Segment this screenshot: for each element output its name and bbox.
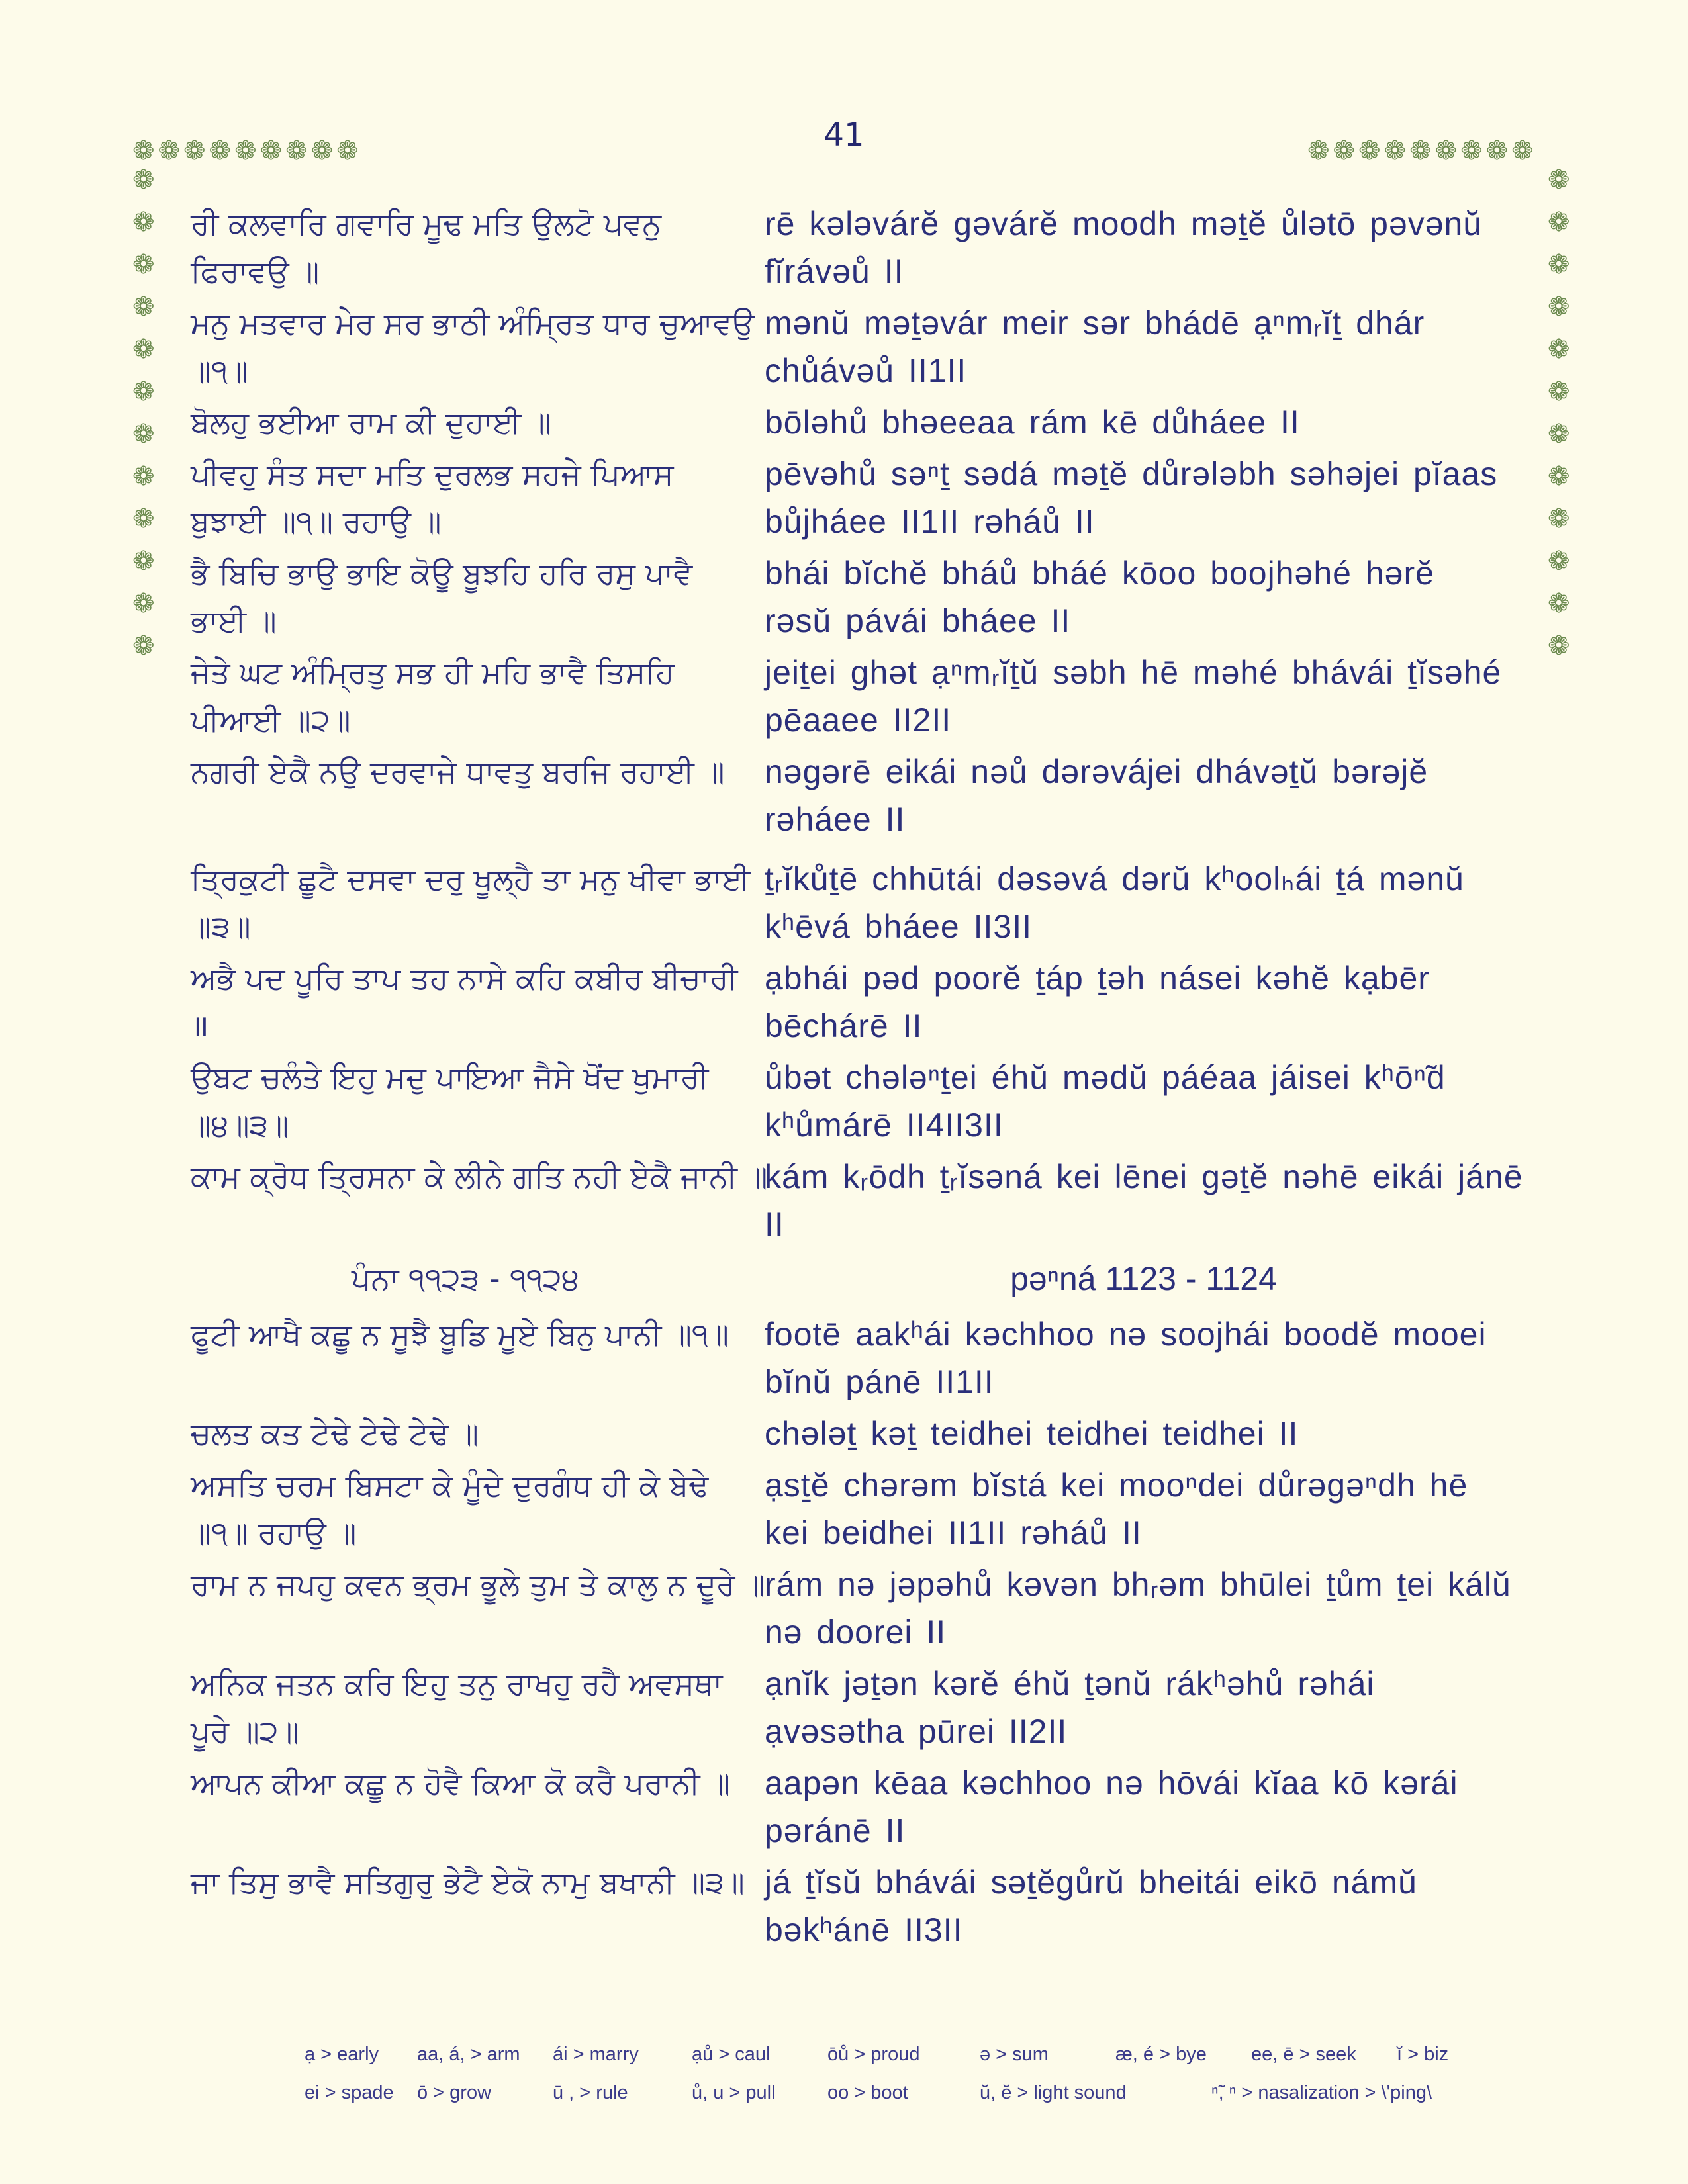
- legend-entry: ee, ē > seek: [1251, 2044, 1356, 2065]
- gurmukhi-verse: [191, 1561, 766, 1608]
- transliteration-verse: [765, 398, 1523, 446]
- flower-ornament-icon: ❁: [1307, 136, 1330, 166]
- gurmukhi-line: ਰਾਮ ਨ ਜਪਹੁ ਕਵਨ ਭ੍ਰਮ ਭੂਲੇ ਤੁਮ ਤੇ ਕਾਲੁ ਨ ਦੂਰੇ ॥: [191, 1567, 766, 1602]
- transliteration-line: bōləhů bhəeeaa rám kē důháee II: [765, 404, 1300, 441]
- ornament-border-top-right: [1307, 136, 1534, 165]
- gurmukhi-line: ਰੀ ਕਲਵਾਰਿ ਗਵਾਰਿ ਮੂਢ ਮਤਿ ਉਲਟੋ ਪਵਨੁ: [191, 206, 662, 242]
- flower-ornament-icon: ❁: [1548, 504, 1570, 534]
- transliteration-line: footē aakʰái kəchhoo nə soojhái boodĕ mooei: [765, 1316, 1487, 1353]
- transliteration-line: ṯᵣĭkůṯē chhūtái dəsəvá dərŭ kʰoolₕái ṯá mənŭ: [765, 860, 1464, 897]
- flower-ornament-icon: ❁: [158, 136, 181, 166]
- flower-ornament-icon: ❁: [1548, 334, 1570, 365]
- transliteration-verse: [765, 649, 1523, 744]
- transliteration-verse: [765, 1461, 1523, 1557]
- gurmukhi-line: ਪੀਵਹੁ ਸੰਤ ਸਦਾ ਮਤਿ ਦੁਰਲਭ ਸਹਜੇ ਪਿਆਸ: [191, 456, 674, 492]
- gurmukhi-verse: [191, 855, 751, 950]
- flower-ornament-icon: ❁: [1511, 136, 1534, 166]
- transliteration-line: ạvəsətha pūrei II2II: [765, 1713, 1068, 1750]
- flower-ornament-icon: ❁: [259, 136, 283, 166]
- gurmukhi-line: ॥੧॥ ਰਹਾਉ ॥: [191, 1515, 357, 1551]
- gurmukhi-line: ॥੩॥: [191, 909, 251, 944]
- gurmukhi-line: ਪੂਰੇ ॥੨॥: [191, 1713, 299, 1749]
- transliteration-line: chůávəů II1II: [765, 352, 967, 389]
- flower-ornament-icon: ❁: [1409, 136, 1432, 166]
- gurmukhi-line: ਫੂਟੀ ਆਖੈ ਕਛੂ ਨ ਸੂਝੈ ਬੂਡਿ ਮੂਏ ਬਿਨੁ ਪਾਨੀ ॥੧॥: [191, 1316, 729, 1352]
- gurmukhi-line: ਫਿਰਾਵਉ ॥: [191, 253, 320, 289]
- transliteration-line: kei beidhei II1II rəháů II: [765, 1514, 1142, 1551]
- transliteration-line: rē kələvárĕ gəvárĕ moodh məṯĕ ůlətō pəvənŭ: [765, 205, 1483, 242]
- transliteration-line: kám kᵣōdh ṯᵣĭsəná kei lēnei gəṯĕ nəhē eikái jánē: [765, 1158, 1523, 1195]
- transliteration-verse: [765, 450, 1523, 545]
- ornament-border-left: [132, 165, 155, 660]
- gurmukhi-verse: [191, 1759, 740, 1807]
- transliteration-line: bəkʰánē II3II: [765, 1911, 963, 1948]
- flower-ornament-icon: ❁: [310, 136, 334, 166]
- transliteration-line: fĭrávəů II: [765, 253, 904, 290]
- flower-ornament-icon: ❁: [132, 165, 155, 195]
- transliteration-line: mənŭ məṯəvár meir sər bhádē ạⁿmᵣĭṯ dhár: [765, 304, 1425, 341]
- flower-ornament-icon: ❁: [209, 136, 232, 166]
- transliteration-line: bůjháee II1II rəháů II: [765, 503, 1095, 540]
- gurmukhi-line: ਅਸਤਿ ਚਰਮ ਬਿਸਟਾ ਕੇ ਮੂੰਦੇ ਦੁਰਗੰਧ ਹੀ ਕੇ ਬੇਢੇ: [191, 1467, 709, 1503]
- transliteration-line: aapən kēaa kəchhoo nə hōvái kĭaa kō kərái: [765, 1764, 1458, 1801]
- transliteration-verse: [765, 549, 1523, 645]
- transliteration-line: chələṯ kəṯ teidhei teidhei teidhei II: [765, 1415, 1299, 1452]
- transliteration-line: nəgərē eikái nəů dərəvájei dhávəṯŭ bərəjĕ: [765, 753, 1429, 790]
- transliteration-verse: [765, 1858, 1523, 1954]
- page-reference-gurmukhi: ਪੰਨਾ ੧੧੨੩ - ੧੧੨੪: [351, 1261, 580, 1297]
- flower-ornament-icon: ❁: [1548, 546, 1570, 576]
- transliteration-verse: [765, 1759, 1523, 1854]
- gurmukhi-line: ॥੧॥: [191, 353, 248, 388]
- transliteration-line: bēchárē II: [765, 1007, 923, 1044]
- gurmukhi-verse: [191, 954, 740, 1050]
- flower-ornament-icon: ❁: [132, 588, 155, 619]
- gurmukhi-verse: [191, 398, 740, 446]
- transliteration-line: nə doorei II: [765, 1614, 947, 1651]
- flower-ornament-icon: ❁: [132, 250, 155, 280]
- flower-ornament-icon: ❁: [1548, 419, 1570, 449]
- transliteration-line: bĭnŭ pánē II1II: [765, 1363, 994, 1400]
- gurmukhi-line: ਕਾਮ ਕ੍ਰੋਧ ਤ੍ਰਿਸਨਾ ਕੇ ਲੀਨੇ ਗਤਿ ਨਹੀ ਏਕੈ ਜਾਨੀ ॥: [191, 1159, 768, 1195]
- gurmukhi-verse: [191, 649, 740, 744]
- transliteration-line: rəsŭ pávái bháee II: [765, 602, 1071, 639]
- flower-ornament-icon: ❁: [1548, 165, 1570, 195]
- transliteration-line: kʰůmárē II4II3II: [765, 1107, 1004, 1144]
- gurmukhi-line: ॥: [191, 1008, 209, 1044]
- gurmukhi-verse: [191, 1410, 740, 1457]
- gurmukhi-verse: [191, 1660, 740, 1755]
- legend-entry: ōů > proud: [827, 2044, 920, 2065]
- legend-entry: ạů > caul: [692, 2044, 771, 2065]
- flower-ornament-icon: ❁: [1485, 136, 1509, 166]
- transliteration-verse: [765, 1153, 1523, 1248]
- transliteration-line: pəránē II: [765, 1812, 906, 1849]
- legend-entry: ə > sum: [980, 2044, 1049, 2065]
- gurmukhi-line: ਤ੍ਰਿਕੁਟੀ ਛੂਟੈ ਦਸਵਾ ਦਰੁ ਖੂਲ੍ਹੈ ਤਾ ਮਨੁ ਖੀਵਾ ਭਾਈ: [191, 861, 751, 897]
- flower-ornament-icon: ❁: [1333, 136, 1356, 166]
- flower-ornament-icon: ❁: [132, 461, 155, 492]
- gurmukhi-line: ਅਨਿਕ ਜਤਨ ਕਰਿ ਇਹੁ ਤਨੁ ਰਾਖਹੁ ਰਹੈ ਅਵਸਥਾ: [191, 1666, 723, 1702]
- ornament-border-right: [1548, 165, 1570, 660]
- transliteration-line: já ṯĭsŭ bhávái səṯĕgůrŭ bheitái eikō námŭ: [765, 1864, 1417, 1901]
- page-reference-transliteration: pəⁿná 1123 - 1124: [1010, 1260, 1277, 1297]
- gurmukhi-line: ਆਪਨ ਕੀਆ ਕਛੂ ਨ ਹੋਵੈ ਕਿਆ ਕੋ ਕਰੈ ਪਰਾਨੀ ॥: [191, 1765, 731, 1801]
- flower-ornament-icon: ❁: [183, 136, 206, 166]
- gurmukhi-verse: [191, 450, 740, 545]
- legend-entry: ⁿ̃, ⁿ > nasalization > \'ping\: [1211, 2082, 1432, 2103]
- flower-ornament-icon: ❁: [1548, 250, 1570, 280]
- page-number: 41: [823, 116, 865, 154]
- flower-ornament-icon: ❁: [132, 419, 155, 449]
- gurmukhi-verse: [191, 1858, 745, 1906]
- transliteration-line: ạnĭk jəṯən kərĕ éhŭ ṯənŭ rákʰəhů rəhái: [765, 1665, 1375, 1702]
- gurmukhi-verse: [191, 200, 740, 295]
- legend-entry: ei > spade: [305, 2082, 394, 2103]
- transliteration-verse: [765, 1310, 1523, 1406]
- gurmukhi-line: ਚਲਤ ਕਤ ਟੇਢੇ ਟੇਢੇ ਟੇਢੇ ॥: [191, 1416, 479, 1451]
- gurmukhi-line: ਨਗਰੀ ਏਕੈ ਨਉ ਦਰਵਾਜੇ ਧਾਵਤੁ ਬਰਜਿ ਰਹਾਈ ॥: [191, 754, 725, 790]
- flower-ornament-icon: ❁: [132, 292, 155, 322]
- flower-ornament-icon: ❁: [132, 334, 155, 365]
- flower-ornament-icon: ❁: [1434, 136, 1458, 166]
- flower-ornament-icon: ❁: [1548, 377, 1570, 407]
- transliteration-verse: [765, 1410, 1523, 1457]
- legend-entry: ĭ > biz: [1397, 2044, 1449, 2065]
- transliteration-line: ạbhái pəd poorĕ ṯáp ṯəh násei kəhĕ kạbēr: [765, 960, 1430, 997]
- transliteration-verse: [765, 299, 1523, 394]
- flower-ornament-icon: ❁: [336, 136, 359, 166]
- transliteration-line: bhái bĭchĕ bháů bháé kōoo boojhəhé hərĕ: [765, 555, 1434, 592]
- gurmukhi-verse: [191, 748, 740, 796]
- legend-entry: oo > boot: [827, 2082, 908, 2103]
- transliteration-line: jeiṯei ghət ạⁿmᵣĭṯŭ səbh hē məhé bhávái ṯĭsəhé: [765, 654, 1502, 691]
- flower-ornament-icon: ❁: [132, 631, 155, 661]
- gurmukhi-line: ਉਬਟ ਚਲੰਤੇ ਇਹੁ ਮਦੁ ਪਾਇਆ ਜੈਸੇ ਖੋਂਦ ਖੁਮਾਰੀ: [191, 1060, 709, 1095]
- flower-ornament-icon: ❁: [132, 504, 155, 534]
- transliteration-line: rám nə jəpəhů kəvən bhᵣəm bhūlei ṯům ṯei kálŭ: [765, 1566, 1511, 1603]
- transliteration-verse: [765, 855, 1523, 950]
- transliteration-verse: [765, 1660, 1523, 1755]
- legend-entry: ái > marry: [553, 2044, 639, 2065]
- transliteration-line: pēaaee II2II: [765, 702, 952, 739]
- gurmukhi-line: ਪੀਆਈ ॥੨॥: [191, 702, 351, 738]
- flower-ornament-icon: ❁: [285, 136, 308, 166]
- gurmukhi-line: ਅਭੈ ਪਦ ਪੂਰਿ ਤਾਪ ਤਹ ਨਾਸੇ ਕਹਿ ਕਬੀਰ ਬੀਚਾਰੀ: [191, 960, 738, 996]
- transliteration-line: kʰēvá bháee II3II: [765, 908, 1032, 945]
- transliteration-line: ạsṯĕ chərəm bĭstá kei mooⁿdei důrəgəⁿdh hē: [765, 1467, 1468, 1504]
- flower-ornament-icon: ❁: [1548, 292, 1570, 322]
- flower-ornament-icon: ❁: [132, 377, 155, 407]
- gurmukhi-line: ਜੇਤੇ ਘਟ ਅੰਮ੍ਰਿਤੁ ਸਭ ਹੀ ਮਹਿ ਭਾਵੈ ਤਿਸਹਿ: [191, 655, 675, 690]
- transliteration-verse: [765, 954, 1523, 1050]
- gurmukhi-line: ਬੁਝਾਈ ॥੧॥ ਰਹਾਉ ॥: [191, 504, 442, 539]
- transliteration-line: II: [765, 1206, 784, 1243]
- gurmukhi-line: ਭੈ ਬਿਚਿ ਭਾਉ ਭਾਇ ਕੋਊ ਬੂਝਹਿ ਹਰਿ ਰਸੁ ਪਾਵੈ: [191, 555, 693, 591]
- gurmukhi-verse: [191, 1310, 740, 1358]
- transliteration-verse: [765, 1054, 1523, 1149]
- gurmukhi-line: ਬੋਲਹੁ ਭਈਆ ਰਾਮ ਕੀ ਦੁਹਾਈ ॥: [191, 404, 551, 440]
- flower-ornament-icon: ❁: [1358, 136, 1381, 166]
- transliteration-line: pēvəhů səⁿṯ sədá məṯĕ důrələbh səhəjei pĭaas: [765, 455, 1498, 492]
- legend-entry: ō > grow: [417, 2082, 492, 2103]
- flower-ornament-icon: ❁: [132, 546, 155, 576]
- gurmukhi-line: ॥੪॥੩॥: [191, 1107, 289, 1143]
- gurmukhi-line: ਜਾ ਤਿਸੁ ਭਾਵੈ ਸਤਿਗੁਰੁ ਭੇਟੈ ਏਕੋ ਨਾਮੁ ਬਖਾਨੀ ॥੩॥: [191, 1864, 745, 1900]
- flower-ornament-icon: ❁: [132, 207, 155, 238]
- gurmukhi-line: ਮਨੁ ਮਤਵਾਰ ਮੇਰ ਸਰ ਭਾਠੀ ਅੰਮ੍ਰਿਤ ਧਾਰ ਚੁਆਵਉ: [191, 305, 755, 341]
- gurmukhi-line: ਭਾਈ ॥: [191, 603, 277, 639]
- gurmukhi-verse: [191, 1461, 740, 1557]
- flower-ornament-icon: ❁: [234, 136, 257, 166]
- flower-ornament-icon: ❁: [1548, 461, 1570, 492]
- legend-entry: ū , > rule: [553, 2082, 628, 2103]
- gurmukhi-verse: [191, 549, 740, 645]
- flower-ornament-icon: ❁: [1548, 207, 1570, 238]
- gurmukhi-verse: [191, 1153, 768, 1201]
- legend-entry: æ, é > bye: [1115, 2044, 1207, 2065]
- gurmukhi-verse: [191, 1054, 740, 1149]
- flower-ornament-icon: ❁: [1548, 631, 1570, 661]
- flower-ornament-icon: ❁: [1548, 588, 1570, 619]
- gurmukhi-verse: [191, 299, 755, 394]
- transliteration-verse: [765, 1561, 1523, 1656]
- transliteration-verse: [765, 748, 1523, 843]
- legend-entry: aa, á, > arm: [417, 2044, 520, 2065]
- legend-entry: ŭ, ĕ > light sound: [980, 2082, 1127, 2103]
- ornament-border-top-left: [132, 136, 359, 165]
- flower-ornament-icon: ❁: [1460, 136, 1483, 166]
- transliteration-verse: [765, 200, 1523, 295]
- flower-ornament-icon: ❁: [132, 136, 155, 166]
- flower-ornament-icon: ❁: [1383, 136, 1407, 166]
- legend-entry: ạ > early: [305, 2044, 379, 2065]
- transliteration-line: ůbət chələⁿṯei éhŭ mədŭ páéaa jáisei kʰōⁿ̃d: [765, 1059, 1446, 1096]
- legend-entry: ů, u > pull: [692, 2082, 776, 2103]
- transliteration-line: rəháee II: [765, 801, 906, 838]
